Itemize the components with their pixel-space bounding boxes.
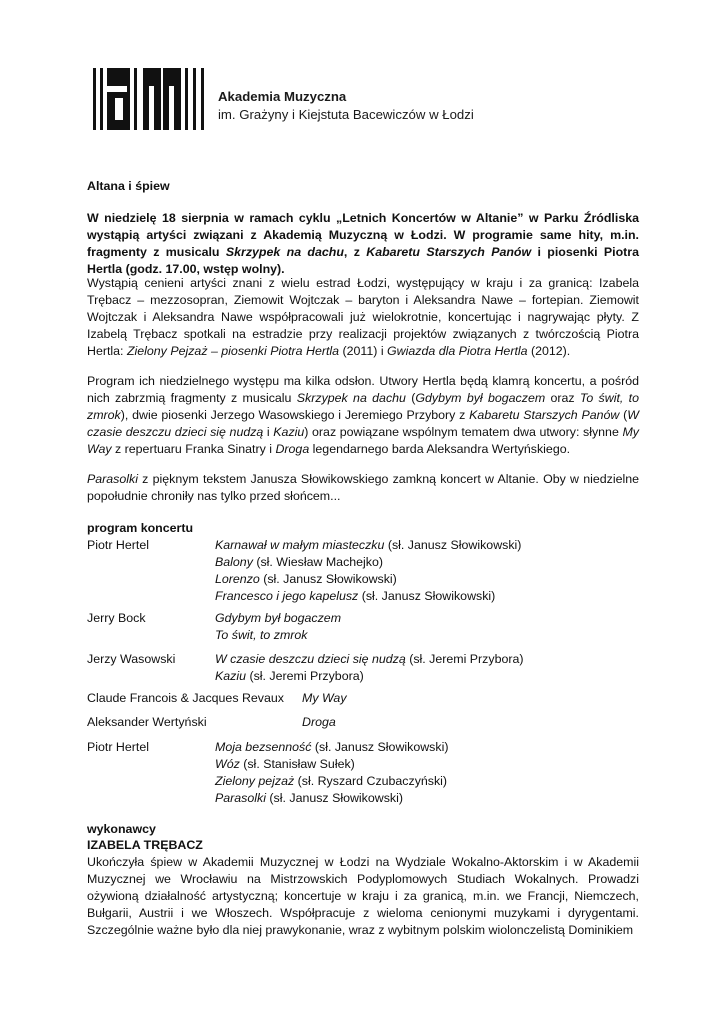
paragraph-closing: Parasolki z pięknym tekstem Janusza Słowikowskiego zamkną koncert w Altanie. Oby w niedzielne popołudnie chroniły nas tylko przed słońcem...	[87, 472, 639, 503]
program-heading: program koncertu	[87, 521, 194, 535]
piece-item: Droga	[302, 715, 336, 729]
institution-subtitle: im. Grażyny i Kiejstuta Bacewiczów w Łodzi	[218, 107, 474, 122]
composer-name: Jerry Bock	[87, 611, 146, 625]
piece-item: Kaziu (sł. Jeremi Przybora)	[215, 669, 364, 683]
lead-paragraph: W niedzielę 18 sierpnia w ramach cyklu „Letnich Koncertów w Altanie” w Parku Źródliska wystąpią artyści związani z Akademią Muzyczną w Łodzi. W programie same hity, m.in. fragmenty z musicalu Skrzypek na dachu, z Kabaretu Starszych Panów i piosenki Piotra Hertla (godz. 17.00, wstęp wolny).	[87, 211, 640, 276]
performer-name: IZABELA TRĘBACZ	[87, 838, 203, 852]
piece-item: Karnawał w małym miasteczku (sł. Janusz Słowikowski)	[215, 538, 522, 552]
composer-name: Piotr Hertel	[87, 740, 149, 754]
article-title: Altana i śpiew	[87, 179, 170, 193]
paragraph-artists: Wystąpią cenieni artyści znani z wielu estrad Łodzi, występujący w kraju i za granicą: Izabela Trębacz – mezzosopran, Ziemowit Wojtczak – baryton i Aleksandra Nawe – fortepian. Ziemowit Wojtczak i Aleksandra Nawe współpracowali już wielokrotnie, koncertując i nagrywając płyty. Z Izabelą Trębacz spotkali na estradzie przy realizacji projektów związanych z twórczością Piotra Hertla: Zielony Pejzaż – piosenki Piotra Hertla (2011) i Gwiazda dla Piotra Hertla (2012).	[87, 276, 639, 358]
piece-item: Moja bezsenność (sł. Janusz Słowikowski)	[215, 740, 449, 754]
paragraph-program: Program ich niedzielnego występu ma kilka odsłon. Utwory Hertla będą klamrą koncertu, a pośród nich zabrzmią fragmenty z musicalu Skrzypek na dachu (Gdybym był bogaczem oraz To świt, to zmrok), dwie piosenki Jerzego Wasowskiego i Jeremiego Przybory z Kabaretu Starszych Panów (W czasie deszczu dzieci się nudzą i Kaziu) oraz powiązane wspólnym tematem dwa utwory: słynne My Way z repertuaru Franka Sinatry i Droga legendarnego barda Aleksandra Wertyńskiego.	[87, 374, 639, 456]
composer-name: Piotr Hertel	[87, 538, 149, 552]
institution-name-block	[218, 88, 474, 124]
piece-item: W czasie deszczu dzieci się nudzą (sł. Jeremi Przybora)	[215, 652, 524, 666]
piece-item: Zielony pejzaż (sł. Ryszard Czubaczyński)	[215, 774, 448, 788]
composer-name: Jerzy Wasowski	[87, 652, 176, 666]
composer-name: Claude Francois & Jacques Revaux	[87, 691, 284, 705]
piece-item: Wóz (sł. Stanisław Sułek)	[215, 757, 355, 771]
performer-bio: Ukończyła śpiew w Akademii Muzycznej w Łodzi na Wydziale Wokalno-Aktorskim i w Akademii Muzycznej we Wrocławiu na Mistrzowskich Podyplomowych Studiach Wokalnych. Prowadzi ożywioną działalność artystyczną; koncertuje w kraju i za granicą, m.in. we Francji, Niemczech, Bułgarii, Austrii i we Włoszech. Współpracuje z wieloma cenionymi muzykami i dyrygentami. Szczególnie ważne było dla niej prawykonanie, wraz z wybitnym polskim wiolonczelistą Dominikiem	[87, 855, 639, 937]
piece-item: Gdybym był bogaczem	[215, 611, 342, 625]
academy-logo	[93, 68, 205, 135]
piece-item: Parasolki (sł. Janusz Słowikowski)	[215, 791, 403, 805]
piece-item: Lorenzo (sł. Janusz Słowikowski)	[215, 572, 397, 586]
composer-name: Aleksander Wertyński	[87, 715, 207, 729]
institution-name: Akademia Muzyczna	[218, 89, 347, 104]
performers-heading: wykonawcy	[87, 822, 156, 836]
piece-item: My Way	[302, 691, 347, 705]
piece-item: Francesco i jego kapelusz (sł. Janusz Słowikowski)	[215, 589, 496, 603]
piece-item: Balony (sł. Wiesław Machejko)	[215, 555, 384, 569]
piano-keys-logo-icon	[93, 68, 205, 130]
piece-item: To świt, to zmrok	[215, 628, 308, 642]
